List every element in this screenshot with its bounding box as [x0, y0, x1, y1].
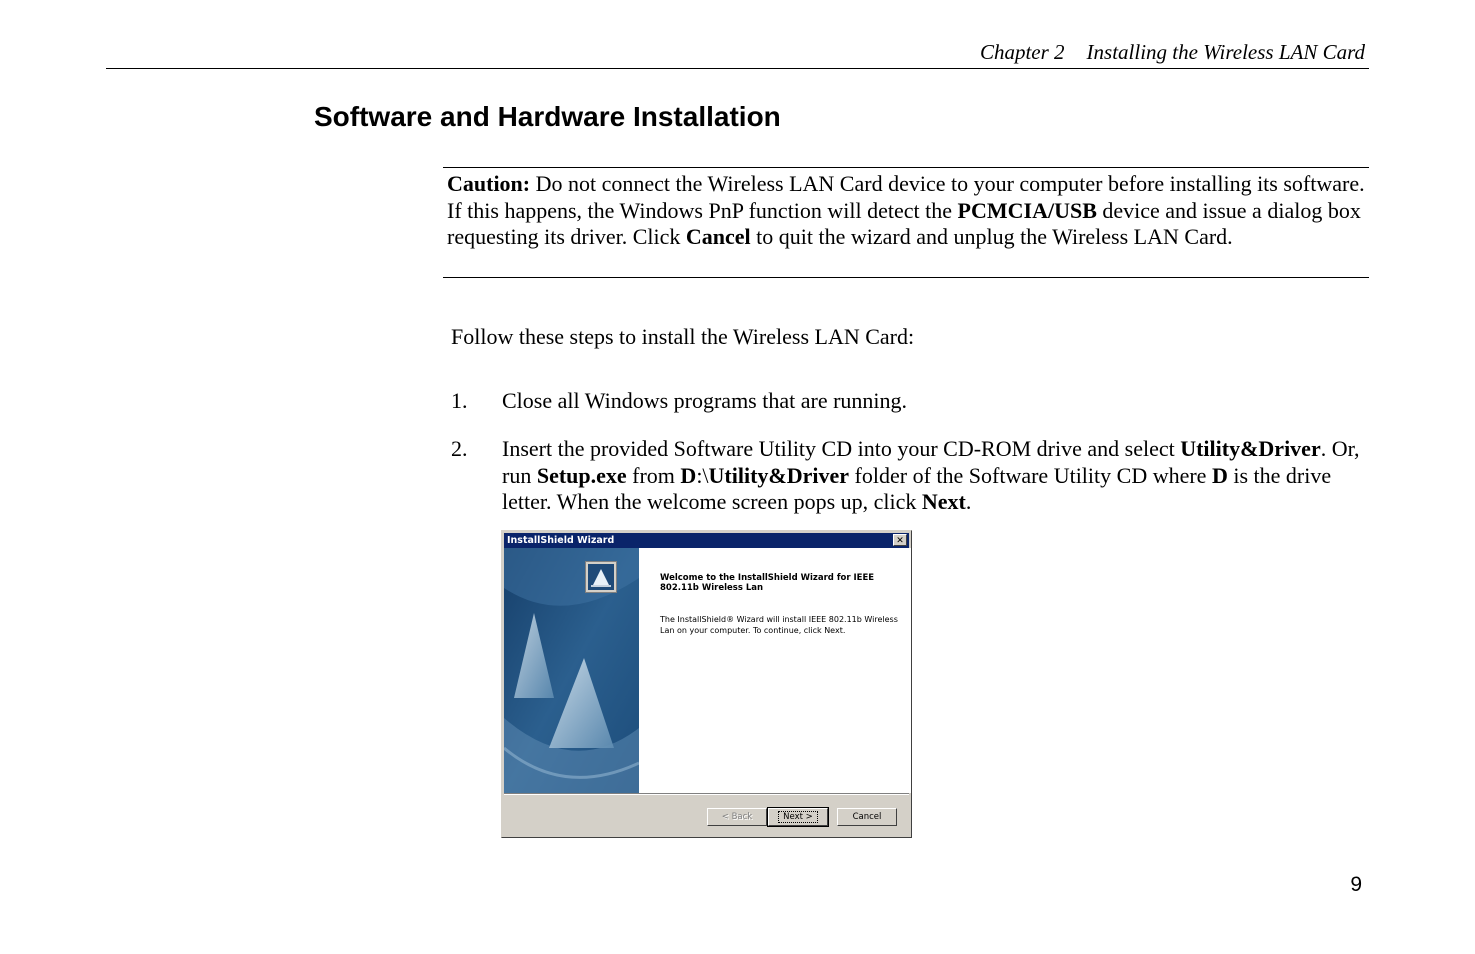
step-bold-term: Utility&Driver [1180, 436, 1321, 461]
caution-label: Caution: [447, 171, 531, 196]
dialog-title: InstallShield Wizard [507, 535, 615, 546]
caution-text-part: device and issue a dialog box requesting its driver. Click [447, 197, 1361, 249]
caution-bold-term: PCMCIA/USB [957, 197, 1097, 223]
header-chapter-title: Installing the Wireless LAN Card [1086, 40, 1365, 64]
wizard-welcome-body: The InstallShield® Wizard will install IEEE 802.11b Wireless Lan on your computer. To continue, click Next. [660, 615, 898, 635]
dialog-titlebar [504, 533, 909, 548]
step-text-part: :\ [696, 462, 709, 488]
header-chapter: Chapter 2 [979, 40, 1065, 64]
caution-text-part: Do not connect the Wireless LAN Card device to your computer before installing its software. If this happens, the Windows PnP function will detect the [447, 171, 1365, 223]
installshield-wizard-dialog [501, 530, 912, 838]
step-text-part: . Or, run [502, 436, 1360, 488]
close-icon[interactable]: ✕ [893, 534, 907, 546]
step-number: 2. [451, 436, 468, 461]
step-bold-term: Next [921, 489, 966, 514]
step-text [502, 436, 1362, 516]
sailboat-art [504, 548, 639, 793]
step-bold-term: Setup.exe [536, 462, 627, 488]
section-title: Software and Hardware Installation [314, 101, 781, 132]
running-header [980, 40, 1365, 65]
next-button[interactable] [768, 808, 828, 826]
step-bold-term: Utility&Driver [708, 462, 850, 488]
step-bold-term: D [1211, 462, 1228, 488]
step-text-part: is the drive letter. When the welcome screen pops up, click [502, 462, 1332, 514]
back-button[interactable]: < Back [707, 808, 767, 826]
intro-text: Follow these steps to install the Wireless LAN Card: [451, 324, 915, 349]
step-text: Close all Windows programs that are running. [502, 388, 908, 413]
step-number: 1. [451, 388, 468, 413]
installer-product-icon [585, 561, 617, 593]
caution-text [447, 171, 1367, 251]
caution-bold-term: Cancel [685, 224, 751, 249]
caution-text-part: to quit the wizard and unplug the Wireless LAN Card. [750, 224, 1233, 249]
next-button-label: Next > [778, 811, 818, 823]
header-rule [106, 68, 1369, 69]
wizard-sidebar-art [504, 548, 639, 793]
cancel-button[interactable]: Cancel [837, 808, 897, 826]
button-bar-divider [504, 793, 909, 795]
page-number: 9 [1350, 873, 1362, 896]
step-text-part: folder of the Software Utility CD where [849, 462, 1212, 488]
step-text-part: Insert the provided Software Utility CD into your CD-ROM drive and select [502, 436, 1181, 461]
wizard-welcome-heading: Welcome to the InstallShield Wizard for IEEE 802.11b Wireless Lan [660, 573, 875, 593]
step-text-part: . [965, 489, 972, 514]
step-text-part: from [626, 462, 681, 488]
caution-box [443, 167, 1369, 278]
step-bold-term: D [680, 462, 697, 488]
